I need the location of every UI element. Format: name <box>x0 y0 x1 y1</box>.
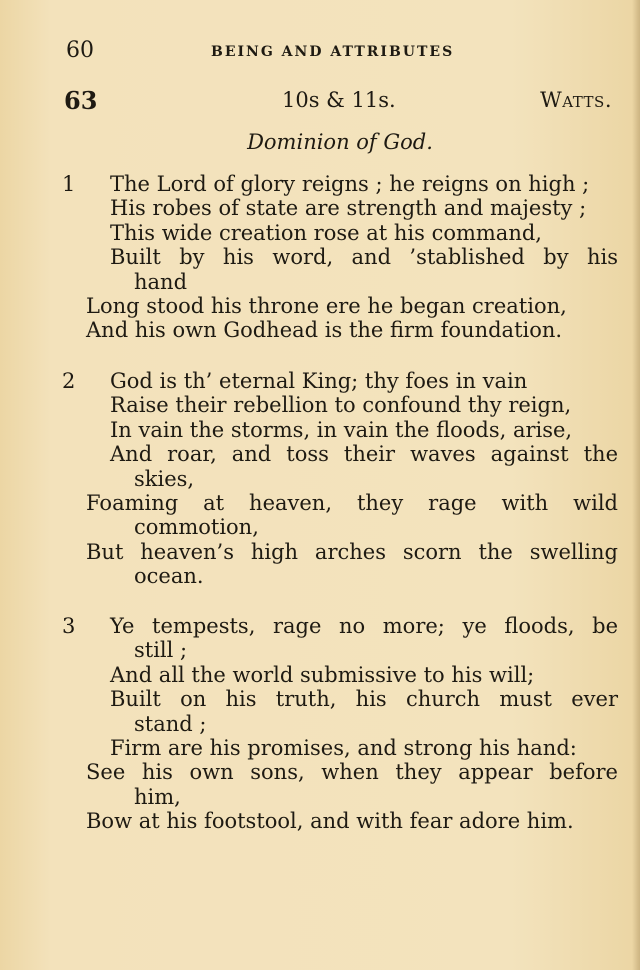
stanza-line: And roar, and toss their waves against the <box>110 442 618 467</box>
stanza-line: The Lord of glory reigns ; he reigns on high ; <box>110 172 590 196</box>
stanza-number: 3 <box>62 614 76 638</box>
stanza-line: And his own Godhead is the firm foundation. <box>86 318 563 343</box>
hymn-number: 63 <box>64 86 98 115</box>
stanza-line: Built by his word, and ’stablished by his <box>110 245 618 270</box>
stanza-line: Ye tempests, rage no more; ye floods, be <box>110 614 618 638</box>
stanza-line: hand <box>134 269 188 294</box>
page-header <box>66 38 610 68</box>
stanza-number: 1 <box>62 172 76 196</box>
stanza-line: See his own sons, when they appear before <box>86 760 618 785</box>
hymn-meter: 10s & 11s. <box>282 88 396 112</box>
stanza-line: In vain the storms, in vain the floods, arise, <box>110 417 573 442</box>
stanza-line: him, <box>134 784 181 809</box>
stanza-line: still ; <box>134 638 188 663</box>
stanza <box>62 614 618 834</box>
stanza-line: God is th’ eternal King; thy foes in vain <box>110 369 528 393</box>
stanza-line: stand ; <box>134 711 207 736</box>
stanza-line: Built on his truth, his church must ever <box>110 687 618 712</box>
stanza-line: Firm are his promises, and strong his hand: <box>110 736 577 761</box>
stanza-line: Bow at his footstool, and with fear adore him. <box>86 809 574 834</box>
stanza-line: This wide creation rose at his command, <box>110 220 542 245</box>
running-head: BEING AND ATTRIBUTES <box>211 44 455 60</box>
hymn-author: Watts. <box>540 88 612 112</box>
stanza-line: Foaming at heaven, they rage with wild <box>86 491 618 516</box>
stanza-line: ocean. <box>134 564 204 589</box>
stanza-line: And all the world submissive to his will; <box>110 662 535 687</box>
hymn-title: Dominion of God. <box>247 130 433 154</box>
stanza <box>62 172 618 343</box>
page-number: 60 <box>66 38 94 63</box>
stanza-line: His robes of state are strength and majesty ; <box>110 196 587 221</box>
stanza-line: Raise their rebellion to confound thy reign, <box>110 393 572 418</box>
hymn-heading <box>64 86 612 116</box>
stanza-line: But heaven’s high arches scorn the swelling <box>86 539 618 564</box>
stanza <box>62 369 618 589</box>
stanza-line: commotion, <box>134 515 259 540</box>
stanza-line: Long stood his throne ere he began creation, <box>86 294 567 319</box>
stanza-number: 2 <box>62 369 76 393</box>
stanza-line: skies, <box>134 466 195 491</box>
